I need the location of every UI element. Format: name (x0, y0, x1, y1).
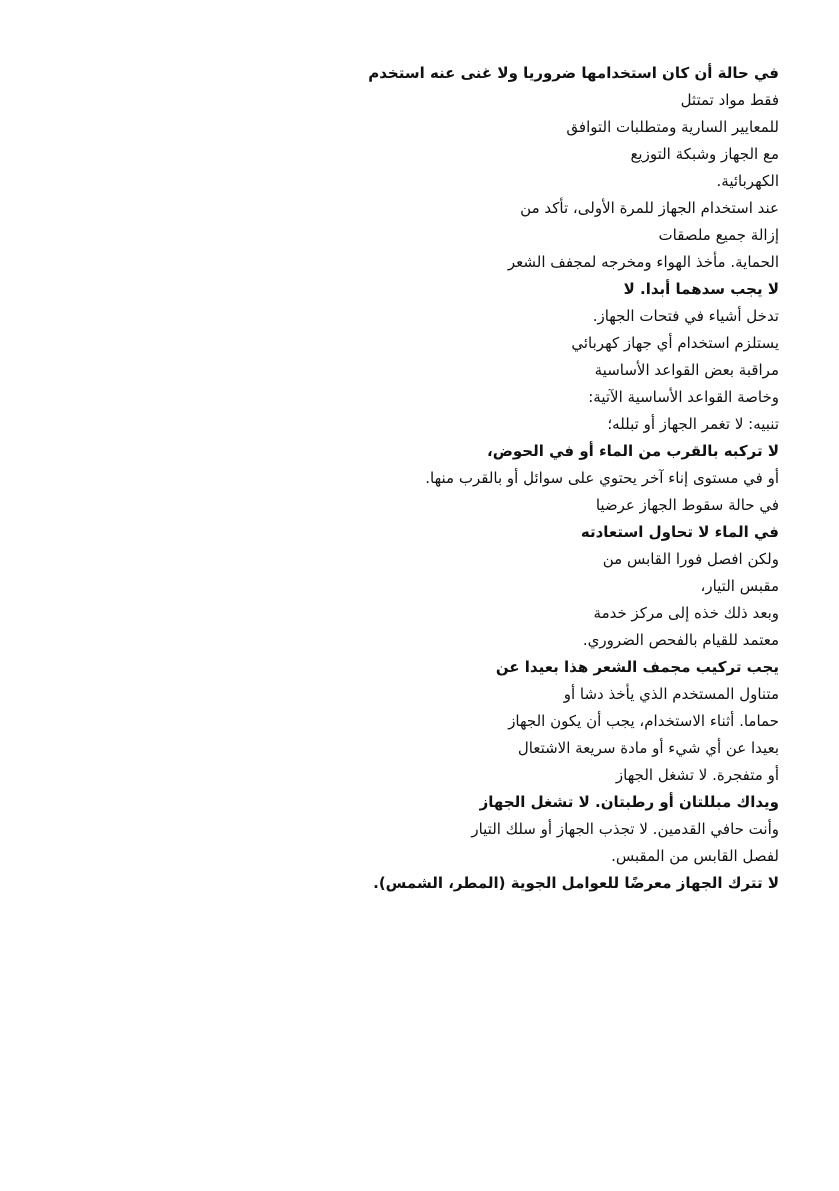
text-line: تنبيه: لا تغمر الجهاز أو تبلله؛ (607, 415, 779, 433)
text-line: في حالة أن كان استخدامها ضروريا ولا غنى عنه استخدم (368, 64, 779, 82)
text-line: تدخل أشياء في فتحات الجهاز. (592, 307, 779, 325)
text-line: لا تترك الجهاز معرضًا للعوامل الجوية (المطر، الشمس). (373, 874, 779, 892)
text-line: أو متفجرة. لا تشغل الجهاز (615, 766, 779, 784)
text-line: للمعايير السارية ومتطلبات التوافق (566, 118, 779, 136)
text-line: أو في مستوى إناء آخر يحتوي على سوائل أو بالقرب منها. (425, 469, 779, 487)
text-line: يستلزم استخدام أي جهاز كهربائي (571, 334, 779, 352)
text-line: وأنت حافي القدمين. لا تجذب الجهاز أو سلك التيار (471, 820, 779, 838)
safety-instructions-text (259, 60, 779, 897)
text-line: الكهربائية. (716, 172, 779, 190)
text-line: معتمد للقيام بالفحص الضروري. (582, 631, 779, 649)
text-line: لا تركبه بالقرب من الماء أو في الحوض، (487, 442, 779, 460)
text-line: متناول المستخدم الذي يأخذ دشا أو (563, 685, 779, 703)
text-line: وخاصة القواعد الأساسية الآتية: (588, 388, 779, 406)
text-line: يجب تركيب مجمف الشعر هذا بعيدا عن (495, 658, 779, 676)
text-line: حماما. أثناء الاستخدام، يجب أن يكون الجهاز (508, 712, 779, 730)
text-line: ولكن افصل فورا القابس من (602, 550, 779, 568)
text-line: مع الجهاز وشبكة التوزيع (630, 145, 779, 163)
text-line: بعيدا عن أي شيء أو مادة سريعة الاشتعال (517, 739, 779, 757)
text-line: الحماية. مأخذ الهواء ومخرجه لمجفف الشعر (507, 253, 779, 271)
text-line: فقط مواد تمتثل (680, 91, 779, 109)
text-line: في الماء لا تحاول استعادته (580, 523, 779, 541)
text-line: ويداك مبللتان أو رطبتان. لا تشغل الجهاز (479, 793, 779, 811)
text-line: إزالة جميع ملصقات (658, 226, 779, 244)
text-line: مراقبة بعض القواعد الأساسية (594, 361, 779, 379)
text-line: لا يجب سدهما أبدا. لا (623, 280, 779, 298)
text-line: وبعد ذلك خذه إلى مركز خدمة (593, 604, 779, 622)
text-line: لفصل القابس من المقبس. (611, 847, 779, 865)
text-line: مقبس التيار، (700, 577, 779, 595)
text-line: عند استخدام الجهاز للمرة الأولى، تأكد من (520, 199, 779, 217)
text-line: في حالة سقوط الجهاز عرضيا (595, 496, 779, 514)
